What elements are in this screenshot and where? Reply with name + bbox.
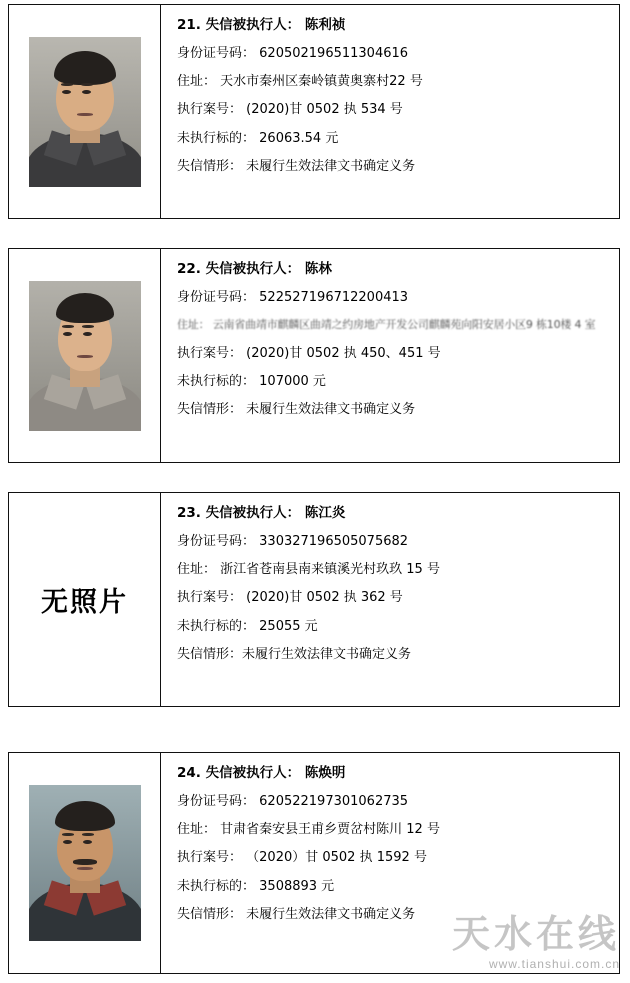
situation-line [177,159,609,175]
case-no-line [177,590,609,606]
info-cell [161,5,619,218]
id-label: 身份证号码： [177,793,256,809]
record-card [8,752,620,974]
id-value: 522527196712200413 [259,289,409,305]
situation-line [177,647,609,663]
situation-label: 失信情形： [177,158,243,174]
amount-value: 25055 元 [259,618,318,634]
address-line [177,822,609,838]
amount-label: 未执行标的： [177,374,256,390]
case-no-line [177,102,609,118]
amount-value: 3508893 元 [259,878,335,894]
info-cell [161,249,619,462]
record-card [8,4,620,219]
name-line [177,261,609,278]
name-label: 失信被执行人： [205,505,301,521]
case-no-value: (2020)甘 0502 执 534 号 [246,102,403,118]
id-line [177,290,609,306]
name-value: 陈林 [304,261,332,277]
situation-value: 未履行生效法律文书确定义务 [246,158,416,174]
photo-cell [9,249,161,462]
case-no-value: (2020)甘 0502 执 450、451 号 [246,345,441,361]
amount-line [177,879,609,895]
id-label: 身份证号码： [177,533,256,549]
situation-line [177,907,609,923]
record-card [8,248,620,463]
address-line [177,562,609,578]
case-no-value: （2020）甘 0502 执 1592 号 [246,850,427,866]
case-no-line [177,346,609,362]
amount-label: 未执行标的： [177,618,256,634]
name-line [177,765,609,782]
id-line [177,794,609,810]
portrait-photo [29,785,141,941]
name-line [177,505,609,522]
record-index: 24. [177,765,201,781]
amount-label: 未执行标的： [177,130,256,146]
amount-line [177,619,609,635]
id-value: 330327196505075682 [259,533,409,549]
situation-value: 未履行生效法律文书确定义务 [246,402,416,418]
address-value: 浙江省苍南县南来镇溪光村玖玖 15 号 [220,562,440,578]
address-value: 甘肃省秦安县王甫乡贾岔村陈川 12 号 [220,822,440,838]
address-line [177,74,609,90]
case-no-label: 执行案号： [177,102,243,118]
id-line [177,534,609,550]
amount-value: 107000 元 [259,374,326,390]
address-value: 天水市秦州区秦岭镇黄奥寨村22 号 [220,74,423,90]
photo-cell [9,5,161,218]
situation-value: 未履行生效法律文书确定义务 [246,906,416,922]
id-label: 身份证号码： [177,45,256,61]
case-no-label: 执行案号： [177,590,243,606]
record-index: 22. [177,261,201,277]
id-value: 620502196511304616 [259,45,409,61]
portrait-photo [29,37,141,187]
situation-value: 失信情形：未履行生效法律文书确定义务 [177,646,412,662]
amount-line [177,131,609,147]
case-no-label: 执行案号： [177,345,243,361]
address-label: 住址： [177,822,217,838]
address-value: 云南省曲靖市麒麟区曲靖之约房地产开发公司麒麟苑向阳安居小区9 栋10楼 4 室 [212,318,596,332]
address-label: 住址： [177,74,217,90]
address-label: 住址： [177,318,210,332]
portrait-photo [29,281,141,431]
situation-line [177,402,609,418]
case-no-value: (2020)甘 0502 执 362 号 [246,590,403,606]
info-cell [161,753,619,973]
name-label: 失信被执行人： [205,17,301,33]
record-index: 23. [177,505,201,521]
photo-cell [9,753,161,973]
watermark-url: www.tianshui.com.cn [488,957,620,971]
name-label: 失信被执行人： [205,261,301,277]
address-line [177,318,609,332]
id-line [177,46,609,62]
situation-label: 失信情形： [177,402,243,418]
photo-cell [9,493,161,706]
name-value: 陈利祯 [304,17,346,33]
record-index: 21. [177,17,201,33]
amount-label: 未执行标的： [177,878,256,894]
amount-value: 26063.54 元 [259,130,339,146]
name-label: 失信被执行人： [205,765,301,781]
info-cell [161,493,619,706]
watermark-title: 天水在线 [451,912,620,956]
no-photo-text: 无照片 [41,587,128,618]
record-card [8,492,620,707]
name-line [177,17,609,34]
name-value: 陈江炎 [304,505,346,521]
address-label: 住址： [177,562,217,578]
amount-line [177,374,609,390]
id-label: 身份证号码： [177,289,256,305]
situation-label: 失信情形： [177,906,243,922]
case-no-label: 执行案号： [177,850,243,866]
id-value: 620522197301062735 [259,793,409,809]
case-no-line [177,850,609,866]
name-value: 陈焕明 [304,765,346,781]
